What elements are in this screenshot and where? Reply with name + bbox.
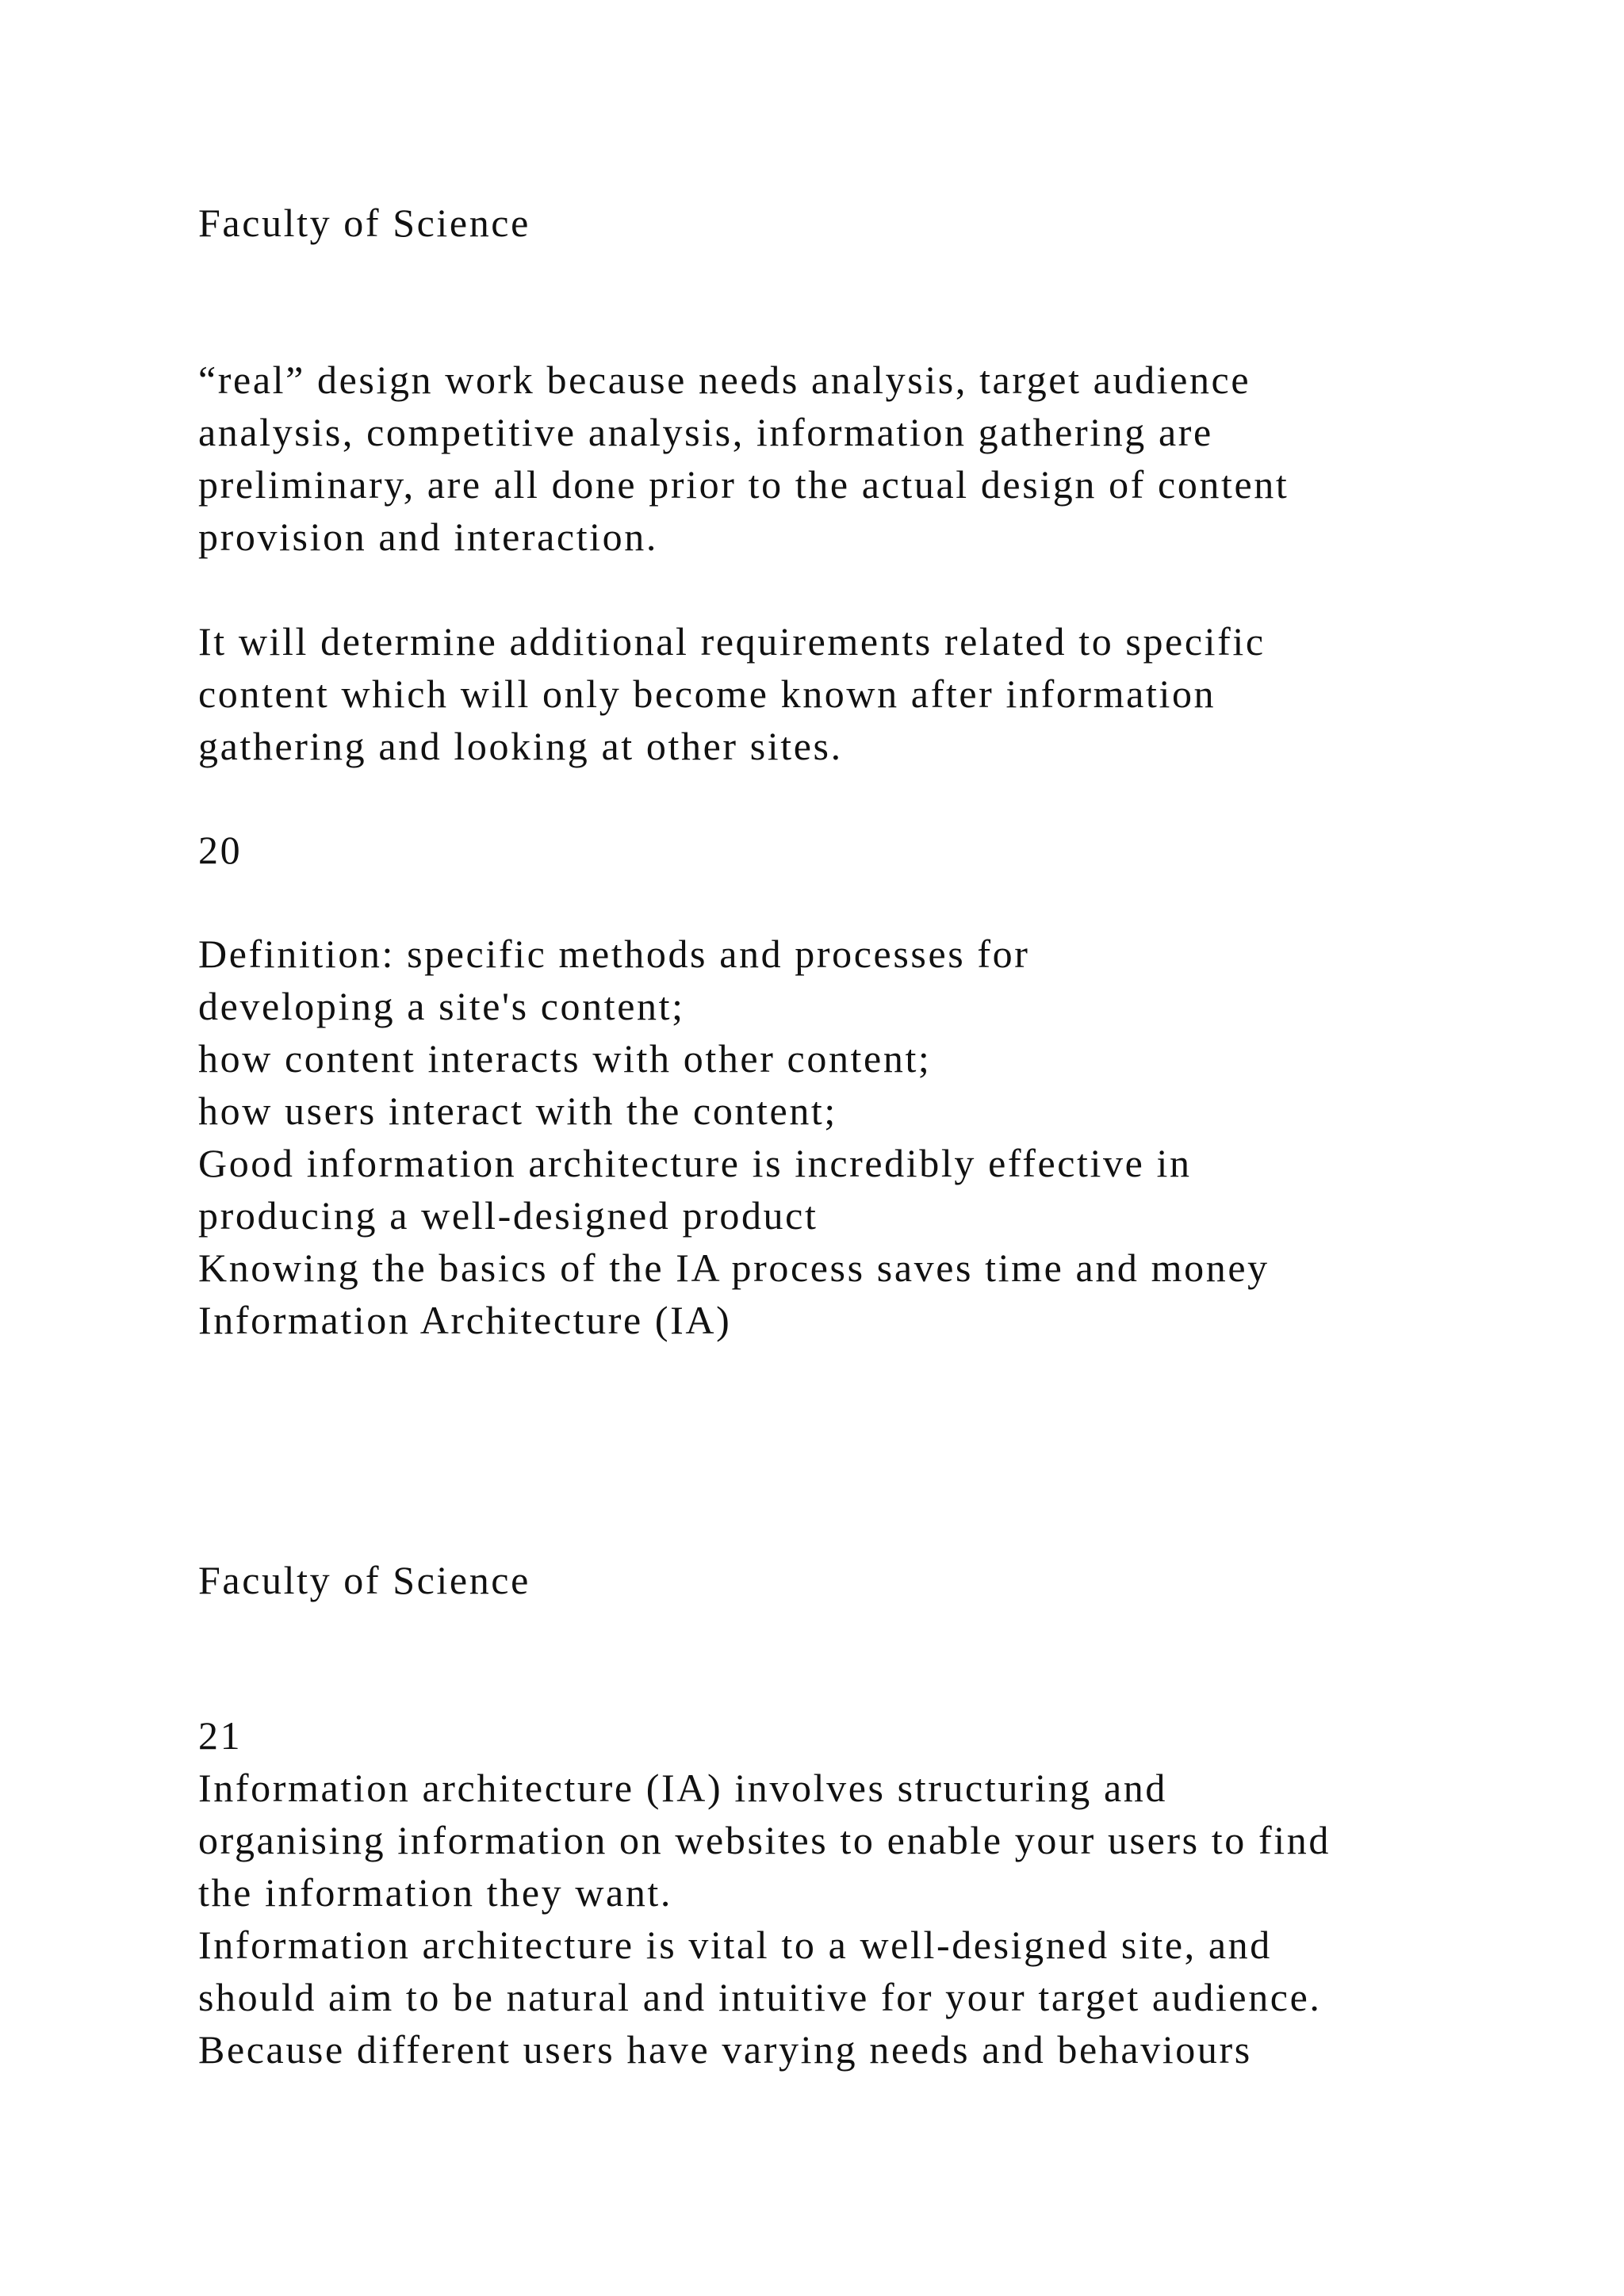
- text-line: analysis, competitive analysis, information gathering are: [198, 410, 1213, 454]
- text-line: Good information architecture is incredibly effective in: [198, 1141, 1192, 1185]
- slide-number: 21: [198, 1713, 243, 1758]
- text-line: should aim to be natural and intuitive for your target audience.: [198, 1975, 1322, 2019]
- text-line: Knowing the basics of the IA process saves time and money: [198, 1246, 1270, 1290]
- slide-number: 20: [198, 828, 243, 872]
- text-line: Because different users have varying needs and behaviours: [198, 2027, 1252, 2072]
- section-header: Faculty of Science: [198, 201, 530, 245]
- section-header: Faculty of Science: [198, 1558, 530, 1602]
- text-line: developing a site's content;: [198, 984, 685, 1028]
- text-line: organising information on websites to enable your users to find: [198, 1818, 1331, 1862]
- text-line: Information architecture is vital to a well-designed site, and: [198, 1923, 1272, 1967]
- text-line: gathering and looking at other sites.: [198, 724, 843, 768]
- text-line: It will determine additional requirements related to specific: [198, 619, 1266, 664]
- text-line: the information they want.: [198, 1870, 673, 1915]
- text-line: how users interact with the content;: [198, 1089, 837, 1133]
- text-line: preliminary, are all done prior to the actual design of content: [198, 462, 1289, 507]
- text-line: content which will only become known after information: [198, 672, 1216, 716]
- text-line: Information Architecture (IA): [198, 1298, 732, 1342]
- text-line: Information architecture (IA) involves structuring and: [198, 1766, 1167, 1810]
- text-line: Definition: specific methods and processes for: [198, 932, 1030, 976]
- text-line: “real” design work because needs analysis, target audience: [198, 358, 1251, 402]
- text-line: provision and interaction.: [198, 515, 658, 559]
- text-line: producing a well-designed product: [198, 1193, 818, 1238]
- text-line: how content interacts with other content;: [198, 1036, 932, 1081]
